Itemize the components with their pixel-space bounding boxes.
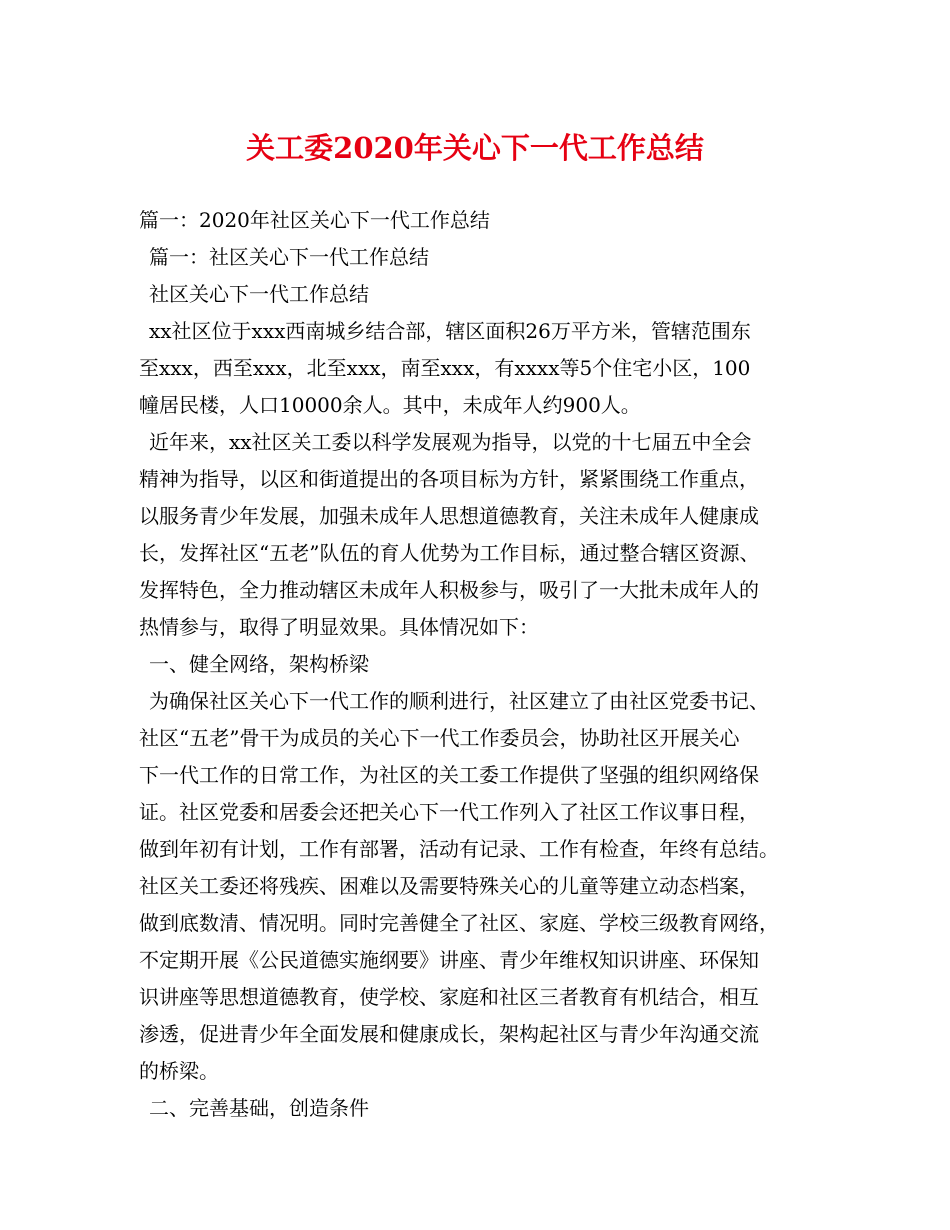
paragraph-line: 识讲座等思想道德教育，使学校、家庭和社区三者教育有机结合，相互 [139,985,759,1009]
subsection-heading: 篇一：社区关心下一代工作总结 [149,245,429,269]
paragraph-line: 做到年初有计划，工作有部署，活动有记录、工作有检查，年终有总结。 [139,837,779,861]
paragraph-line: 下一代工作的日常工作，为社区的关工委工作提供了坚强的组织网络保 [139,763,759,787]
paragraph-line: 近年来，xx社区关工委以科学发展观为指导，以党的十七届五中全会 [149,430,752,454]
paragraph-line: 长，发挥社区“五老”队伍的育人优势为工作目标，通过整合辖区资源、 [139,541,760,565]
paragraph-line: 证。社区党委和居委会还把关心下一代工作列入了社区工作议事日程， [139,800,759,824]
paragraph-line: 做到底数清、情况明。同时完善健全了社区、家庭、学校三级教育网络， [139,911,779,935]
paragraph-line: 不定期开展《公民道德实施纲要》讲座、青少年维权知识讲座、环保知 [139,948,759,972]
paragraph-line: 社区“五老”骨干为成员的关心下一代工作委员会，协助社区开展关心 [139,726,740,750]
document-title: 关工委2020年关心下一代工作总结 [246,131,704,165]
paragraph-line: 精神为指导，以区和街道提出的各项目标为方针，紧紧围绕工作重点， [139,467,759,491]
paragraph-line: 至xxx，西至xxx，北至xxx，南至xxx，有xxxx等5个住宅小区，100 [139,356,751,380]
paragraph-line: 发挥特色，全力推动辖区未成年人积极参与，吸引了一大批未成年人的 [139,578,759,602]
paragraph-line: 社区关工委还将残疾、困难以及需要特殊关心的儿童等建立动态档案， [139,874,759,898]
paragraph-line: 渗透，促进青少年全面发展和健康成长，架构起社区与青少年沟通交流 [139,1022,759,1046]
paragraph-line: 的桥梁。 [139,1059,219,1083]
paragraph-line: xx社区位于xxx西南城乡结合部，辖区面积26万平方米，管辖范围东 [149,319,751,343]
paragraph-line: 以服务青少年发展，加强未成年人思想道德教育，关注未成年人健康成 [139,504,759,528]
paragraph-line: 热情参与，取得了明显效果。具体情况如下： [139,615,539,639]
paragraph-line: 幢居民楼，人口10000余人。其中，未成年人约900人。 [139,393,641,417]
section-heading: 一、健全网络，架构桥梁 [149,652,369,676]
section-heading: 篇一：2020年社区关心下一代工作总结 [139,208,490,232]
document-body [139,202,839,1127]
section-heading: 二、完善基础，创造条件 [149,1096,369,1120]
paragraph-line: 为确保社区关心下一代工作的顺利进行，社区建立了由社区党委书记、 [149,689,769,713]
subtitle-line: 社区关心下一代工作总结 [149,282,369,306]
